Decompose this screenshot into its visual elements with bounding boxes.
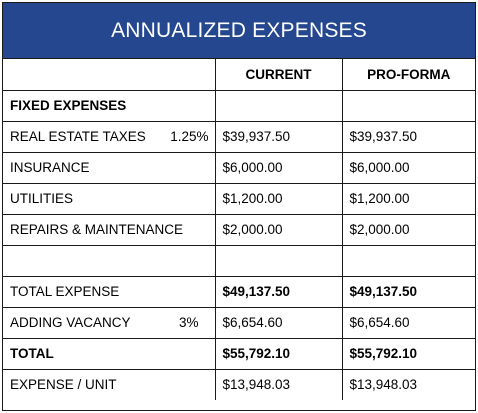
table-row-real-estate-taxes (3, 121, 475, 152)
pro-forma-value: $2,000.00 (342, 214, 475, 245)
table-row-adding-vacancy (3, 307, 475, 338)
row-label: EXPENSE / UNIT (3, 369, 215, 400)
current-value: $49,137.50 (215, 276, 342, 307)
empty-cell (215, 90, 342, 121)
current-value: $13,948.03 (215, 369, 342, 400)
row-label: REPAIRS & MAINTENANCE (3, 214, 215, 245)
column-header-row (3, 59, 475, 90)
table-row-repairs-maintenance (3, 214, 475, 245)
current-value: $6,654.60 (215, 307, 342, 338)
row-label: REAL ESTATE TAXES (10, 129, 146, 144)
spacer-row (3, 245, 475, 276)
current-value: $6,000.00 (215, 152, 342, 183)
pro-forma-value: $13,948.03 (342, 369, 475, 400)
table-row-expense-per-unit (3, 369, 475, 400)
expenses-table-container (2, 2, 476, 411)
row-label-cell (3, 307, 215, 338)
empty-cell (3, 245, 215, 276)
pro-forma-value: $55,792.10 (342, 338, 475, 369)
column-header-current: CURRENT (215, 59, 342, 90)
empty-cell (342, 245, 475, 276)
current-value: $1,200.00 (215, 183, 342, 214)
pro-forma-value: $39,937.50 (342, 121, 475, 152)
current-value: $55,792.10 (215, 338, 342, 369)
expenses-table (3, 59, 475, 400)
row-label: UTILITIES (3, 183, 215, 214)
row-label: ADDING VACANCY (10, 315, 131, 330)
empty-header-cell (3, 59, 215, 90)
row-label: TOTAL (3, 338, 215, 369)
pro-forma-value: $6,654.60 (342, 307, 475, 338)
current-value: $39,937.50 (215, 121, 342, 152)
rate-value: 3% (178, 315, 199, 330)
table-row-utilities (3, 183, 475, 214)
empty-cell (215, 245, 342, 276)
empty-cell (342, 90, 475, 121)
pro-forma-value: $1,200.00 (342, 183, 475, 214)
row-label: TOTAL EXPENSE (3, 276, 215, 307)
column-header-pro-forma: PRO-FORMA (342, 59, 475, 90)
rate-value: 1.25% (170, 129, 209, 144)
table-row-insurance (3, 152, 475, 183)
pro-forma-value: $6,000.00 (342, 152, 475, 183)
section-label: FIXED EXPENSES (3, 90, 215, 121)
table-title: ANNUALIZED EXPENSES (3, 3, 475, 59)
pro-forma-value: $49,137.50 (342, 276, 475, 307)
section-row-fixed-expenses (3, 90, 475, 121)
row-label: INSURANCE (3, 152, 215, 183)
table-row-total-expense (3, 276, 475, 307)
row-label-cell (3, 121, 215, 152)
table-row-total (3, 338, 475, 369)
current-value: $2,000.00 (215, 214, 342, 245)
